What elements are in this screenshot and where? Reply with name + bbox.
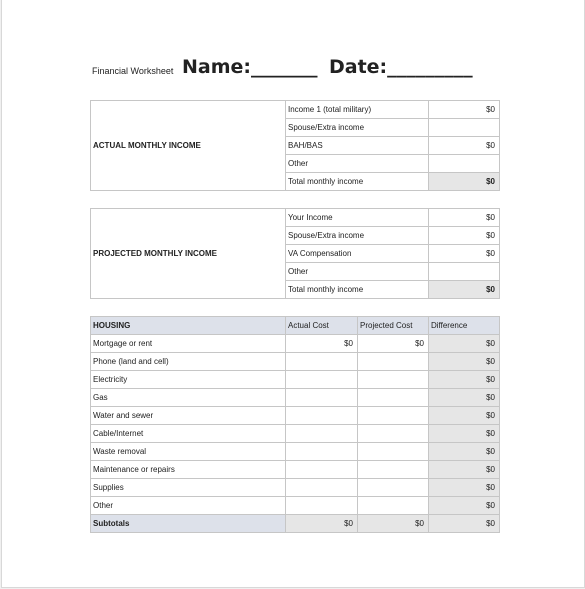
table-row [91,443,500,461]
table-row [91,461,500,479]
actual-cost-cell[interactable] [286,443,358,461]
difference-cell: $0 [429,353,500,371]
difference-cell: $0 [429,335,500,353]
difference-header: Difference [429,317,500,335]
table-row [91,209,500,227]
actual-cost-header: Actual Cost [286,317,358,335]
difference-cell: $0 [429,479,500,497]
row-label: Spouse/Extra income [286,227,429,245]
row-label: Electricity [91,371,286,389]
value-cell[interactable] [429,155,500,173]
actual-cost-cell[interactable] [286,353,358,371]
row-label: Other [286,263,429,281]
actual-income-section-label: ACTUAL MONTHLY INCOME [91,101,286,191]
difference-cell: $0 [429,407,500,425]
row-label: Waste removal [91,443,286,461]
name-field[interactable]: Name:_______ [182,56,318,78]
table-row [91,101,500,119]
housing-table [90,316,500,533]
projected-cost-cell[interactable] [358,371,429,389]
value-cell[interactable]: $0 [429,245,500,263]
row-label: Phone (land and cell) [91,353,286,371]
projected-income-table [90,208,500,299]
difference-subtotal-cell: $0 [429,515,500,533]
value-cell[interactable] [429,263,500,281]
worksheet-title: Financial Worksheet [92,66,174,76]
projected-cost-header: Projected Cost [358,317,429,335]
actual-cost-cell[interactable] [286,497,358,515]
worksheet-page [1,0,585,588]
row-label: Total monthly income [286,173,429,191]
actual-cost-cell[interactable] [286,461,358,479]
projected-subtotal-cell: $0 [358,515,429,533]
value-cell[interactable] [429,119,500,137]
row-label: Supplies [91,479,286,497]
table-row [91,371,500,389]
table-row [91,335,500,353]
row-label: Maintenance or repairs [91,461,286,479]
row-label: Other [91,497,286,515]
row-label: VA Compensation [286,245,429,263]
table-header-row [91,317,500,335]
difference-cell: $0 [429,497,500,515]
row-label: Total monthly income [286,281,429,299]
projected-cost-cell[interactable] [358,479,429,497]
table-row [91,353,500,371]
projected-cost-cell[interactable] [358,389,429,407]
subtotals-row [91,515,500,533]
table-row [91,479,500,497]
table-row [91,497,500,515]
row-label: BAH/BAS [286,137,429,155]
row-label: Gas [91,389,286,407]
row-label: Cable/Internet [91,425,286,443]
projected-cost-cell[interactable] [358,497,429,515]
actual-cost-cell[interactable] [286,425,358,443]
difference-cell: $0 [429,371,500,389]
table-row [91,425,500,443]
projected-cost-cell[interactable] [358,353,429,371]
difference-cell: $0 [429,389,500,407]
total-value-cell: $0 [429,281,500,299]
difference-cell: $0 [429,425,500,443]
date-field[interactable]: Date:_________ [329,56,473,78]
table-row [91,407,500,425]
projected-cost-cell[interactable]: $0 [358,335,429,353]
actual-cost-cell[interactable]: $0 [286,335,358,353]
housing-header: HOUSING [91,317,286,335]
total-value-cell: $0 [429,173,500,191]
row-label: Spouse/Extra income [286,119,429,137]
actual-income-table [90,100,500,191]
row-label: Income 1 (total military) [286,101,429,119]
projected-cost-cell[interactable] [358,425,429,443]
row-label: Your Income [286,209,429,227]
value-cell[interactable]: $0 [429,101,500,119]
projected-cost-cell[interactable] [358,407,429,425]
projected-cost-cell[interactable] [358,443,429,461]
difference-cell: $0 [429,443,500,461]
difference-cell: $0 [429,461,500,479]
actual-cost-cell[interactable] [286,479,358,497]
projected-cost-cell[interactable] [358,461,429,479]
value-cell[interactable]: $0 [429,227,500,245]
value-cell[interactable]: $0 [429,209,500,227]
actual-cost-cell[interactable] [286,407,358,425]
value-cell[interactable]: $0 [429,137,500,155]
actual-cost-cell[interactable] [286,371,358,389]
actual-cost-cell[interactable] [286,389,358,407]
row-label: Other [286,155,429,173]
table-row [91,389,500,407]
actual-subtotal-cell: $0 [286,515,358,533]
projected-income-section-label: PROJECTED MONTHLY INCOME [91,209,286,299]
subtotals-label: Subtotals [91,515,286,533]
row-label: Water and sewer [91,407,286,425]
row-label: Mortgage or rent [91,335,286,353]
